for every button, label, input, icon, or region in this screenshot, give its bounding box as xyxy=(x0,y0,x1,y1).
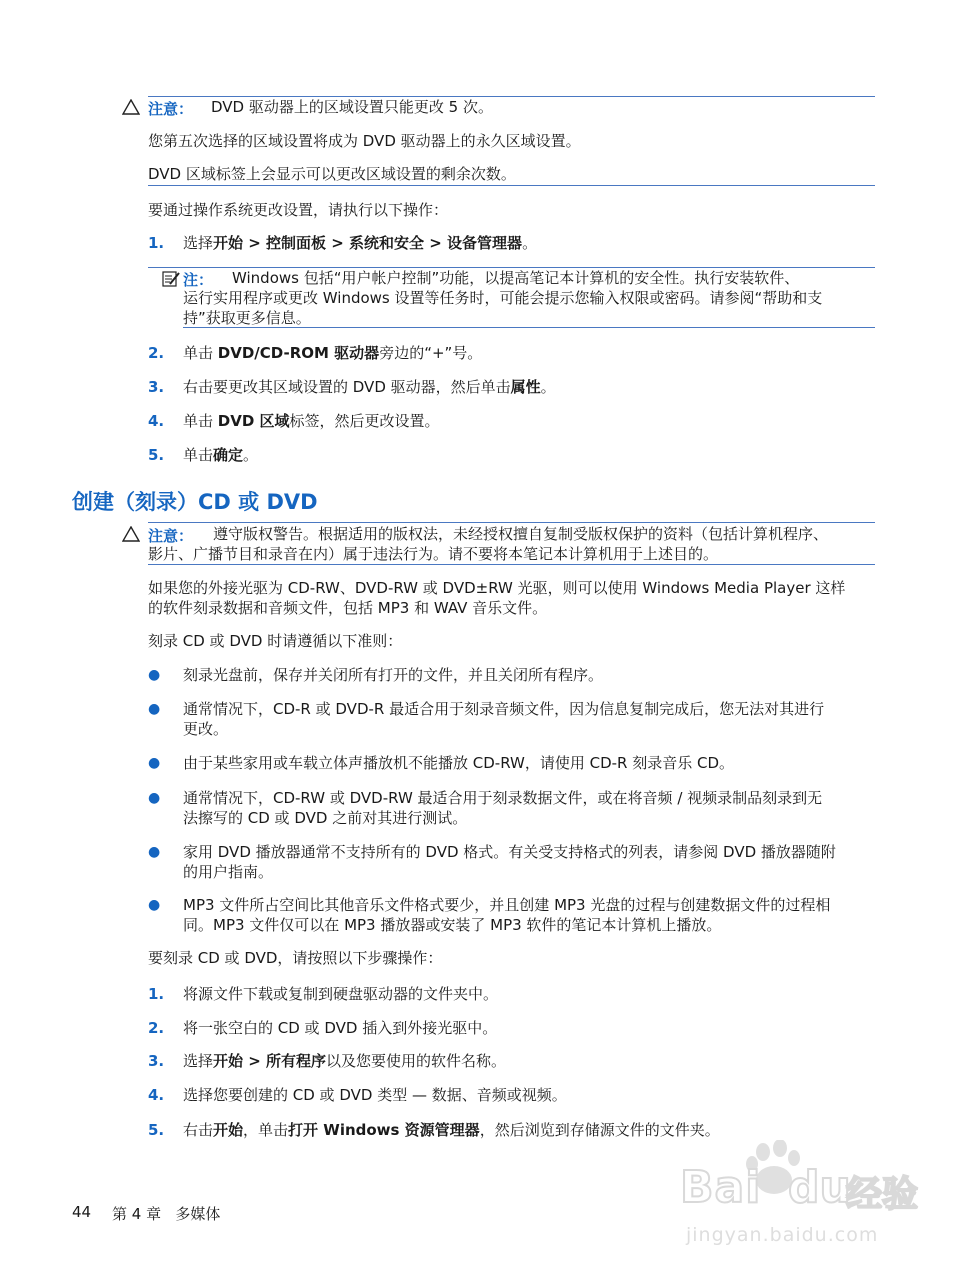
watermark-url: jingyan.baidu.com xyxy=(686,1224,879,1246)
page-number: 44 xyxy=(72,1203,92,1221)
note-text: 持”获取更多信息。 xyxy=(183,309,311,327)
caution-text: 遵守版权警告。根据适用的版权法，未经授权擅自复制受版权保护的资料（包括计算机程序、 xyxy=(213,525,829,543)
note-text: 运行实用程序或更改 Windows 设置等任务时，可能会提示您输入权限或密码。请参阅“帮助和支 xyxy=(183,289,823,307)
caution-bottom-rule xyxy=(148,564,875,565)
caution-label: 注意： xyxy=(148,100,194,118)
step-text: 单击确定。 xyxy=(183,446,259,464)
chapter-title: 第 4 章 多媒体 xyxy=(112,1205,221,1223)
baidu-watermark xyxy=(670,1140,920,1250)
caution-bottom-rule xyxy=(148,185,875,186)
step-number: 4. xyxy=(148,1086,165,1104)
step-number: 4. xyxy=(148,412,165,430)
step-number: 5. xyxy=(148,1121,165,1139)
bullet-text: 法擦写的 CD 或 DVD 之前对其进行测试。 xyxy=(183,809,468,827)
note-bottom-rule xyxy=(183,327,875,328)
paragraph: 的软件刻录数据和音频文件，包括 MP3 和 WAV 音乐文件。 xyxy=(148,599,548,617)
bullet-text: 由于某些家用或车载立体声播放机不能播放 CD-RW，请使用 CD-R 刻录音乐 CD。 xyxy=(183,754,735,772)
step-number: 3. xyxy=(148,1052,165,1070)
step-text: 单击 DVD/CD-ROM 驱动器旁边的“+”号。 xyxy=(183,344,483,362)
step-text: 选择您要创建的 CD 或 DVD 类型 — 数据、音频或视频。 xyxy=(183,1086,567,1104)
bullet-dot: ● xyxy=(148,755,161,771)
step-text: 选择开始 > 所有程序以及您要使用的软件名称。 xyxy=(183,1052,507,1070)
bullet-dot: ● xyxy=(148,790,161,806)
caution-text: 影片、广播节目和录音在内）属于违法行为。请不要将本笔记本计算机用于上述目的。 xyxy=(148,545,719,563)
note-text: Windows 包括“用户帐户控制”功能，以提高笔记本计算机的安全性。执行安装软件、 xyxy=(232,269,800,287)
intro-text: 要刻录 CD 或 DVD，请按照以下步骤操作： xyxy=(148,949,443,967)
caution-label: 注意： xyxy=(148,527,194,545)
step-number: 1. xyxy=(148,234,165,252)
caution-paragraph: 您第五次选择的区域设置将成为 DVD 驱动器上的永久区域设置。 xyxy=(148,132,581,150)
step-number: 5. xyxy=(148,446,165,464)
bullet-dot: ● xyxy=(148,844,161,860)
warning-triangle-icon xyxy=(122,99,140,115)
step-text: 将源文件下载或复制到硬盘驱动器的文件夹中。 xyxy=(183,985,499,1003)
section-heading: 创建（刻录）CD 或 DVD xyxy=(72,490,318,514)
bullet-text: 的用户指南。 xyxy=(183,863,274,881)
step-number: 2. xyxy=(148,344,165,362)
bullet-text: 家用 DVD 播放器通常不支持所有的 DVD 格式。有关受支持格式的列表，请参阅 DVD 播放器随附 xyxy=(183,843,836,861)
bullet-dot: ● xyxy=(148,701,161,717)
caution-top-rule xyxy=(148,522,875,523)
bullet-text: 同。MP3 文件仅可以在 MP3 播放器或安装了 MP3 软件的笔记本计算机上播放。 xyxy=(183,916,722,934)
caution-text: DVD 驱动器上的区域设置只能更改 5 次。 xyxy=(211,98,493,116)
bullet-text: 通常情况下，CD-RW 或 DVD-RW 最适合用于刻录数据文件，或在将音频 / 视频录制品刻录到无 xyxy=(183,789,823,807)
bullet-text: 刻录光盘前，保存并关闭所有打开的文件，并且关闭所有程序。 xyxy=(183,666,604,684)
bullet-dot: ● xyxy=(148,667,161,683)
caution-paragraph: DVD 区域标签上会显示可以更改区域设置的剩余次数。 xyxy=(148,165,516,183)
watermark-brand-du: du xyxy=(788,1162,851,1213)
step-text: 右击要更改其区域设置的 DVD 驱动器，然后单击属性。 xyxy=(183,378,556,396)
note-label: 注： xyxy=(183,271,214,289)
step-text: 单击 DVD 区域标签，然后更改设置。 xyxy=(183,412,440,430)
bullet-text: 更改。 xyxy=(183,720,229,738)
bullet-dot: ● xyxy=(148,897,161,913)
note-pencil-icon xyxy=(162,270,180,288)
step-number: 1. xyxy=(148,985,165,1003)
intro-text: 刻录 CD 或 DVD 时请遵循以下准则： xyxy=(148,632,403,650)
step-number: 2. xyxy=(148,1019,165,1037)
bullet-text: MP3 文件所占空间比其他音乐文件格式要少，并且创建 MP3 光盘的过程与创建数据文件的过程相 xyxy=(183,896,831,914)
step-text: 将一张空白的 CD 或 DVD 插入到外接光驱中。 xyxy=(183,1019,498,1037)
intro-text: 要通过操作系统更改设置，请执行以下操作： xyxy=(148,201,449,219)
watermark-brand: Bai xyxy=(680,1162,762,1213)
warning-triangle-icon xyxy=(122,526,140,542)
step-text: 右击开始，单击打开 Windows 资源管理器，然后浏览到存储源文件的文件夹。 xyxy=(183,1121,720,1139)
watermark-jingyan: 经验 xyxy=(846,1174,919,1215)
step-text: 选择开始 > 控制面板 > 系统和安全 > 设备管理器。 xyxy=(183,234,538,252)
bullet-text: 通常情况下，CD-R 或 DVD-R 最适合用于刻录音频文件，因为信息复制完成后，您无法对其进行 xyxy=(183,700,825,718)
step-number: 3. xyxy=(148,378,165,396)
paragraph: 如果您的外接光驱为 CD-RW、DVD-RW 或 DVD±RW 光驱，则可以使用 Windows Media Player 这样 xyxy=(148,579,846,597)
